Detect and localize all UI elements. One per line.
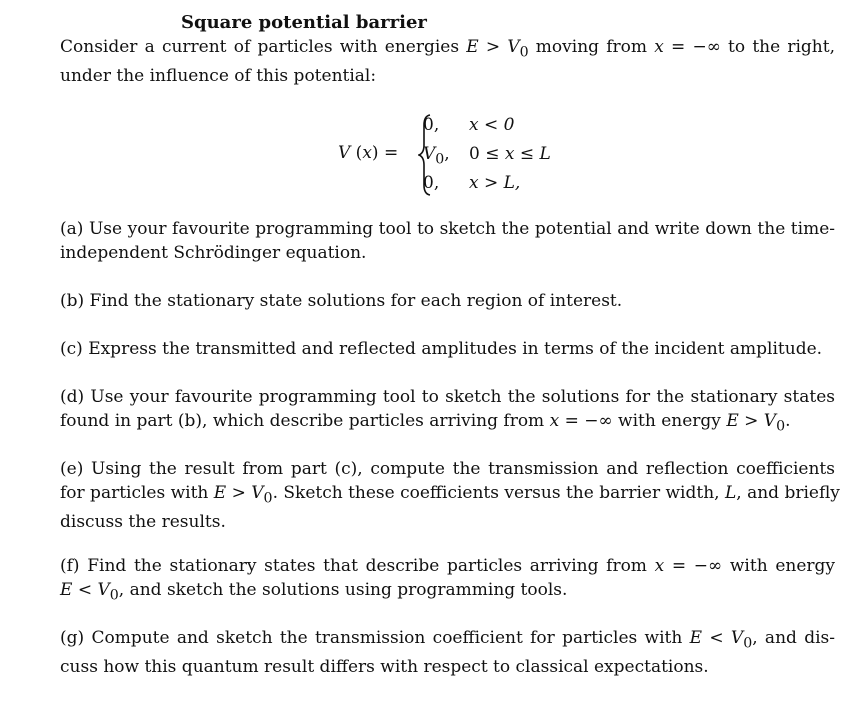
part-e: (e) Using the result from part (c), compute the transmission and reflection coefficients for particles with $E > V_0$. Sketch these coefficients versus the barrier width, L, and briefly discuss the results. bbox=[60, 459, 840, 533]
part-a: (a) Use your favourite programming tool to sketch the potential and write down the time- independent Schrödinger equation. bbox=[60, 219, 835, 263]
section-title: Square potential barrier bbox=[181, 12, 427, 33]
part-d: (d) Use your favourite programming tool to sketch the solutions for the stationary states found in part (b), which describe particles arriving from x = −∞ with energy $E > V_0$. bbox=[60, 387, 835, 435]
case-row-2: $V_0$, 0 ≤ x ≤ L bbox=[423, 144, 551, 168]
case-row-3: 0, x > L, bbox=[423, 173, 521, 193]
part-c: (c) Express the transmitted and reflected amplitudes in terms of the incident amplitude. bbox=[60, 339, 823, 359]
equation-lhs: V (x) = bbox=[338, 143, 399, 163]
case-row-1: 0, x < 0 bbox=[423, 115, 515, 135]
intro-line-2: under the influence of this potential: bbox=[60, 66, 377, 87]
part-f: (f) Find the stationary states that describe particles arriving from x = −∞ with energy $E < V_0$, and sketch the solutions using programming tools. bbox=[60, 556, 836, 604]
part-b: (b) Find the stationary state solutions for each region of interest. bbox=[60, 291, 623, 311]
intro-paragraph bbox=[60, 35, 835, 88]
intro-line-1: Consider a current of particles with energies $E > V_0$ moving from x = −∞ to the right, bbox=[60, 37, 835, 61]
part-g: (g) Compute and sketch the transmission coefficient for particles with $E < V_0$, and dis- cuss how this quantum result differs with respect to classical expectations. bbox=[60, 628, 835, 678]
